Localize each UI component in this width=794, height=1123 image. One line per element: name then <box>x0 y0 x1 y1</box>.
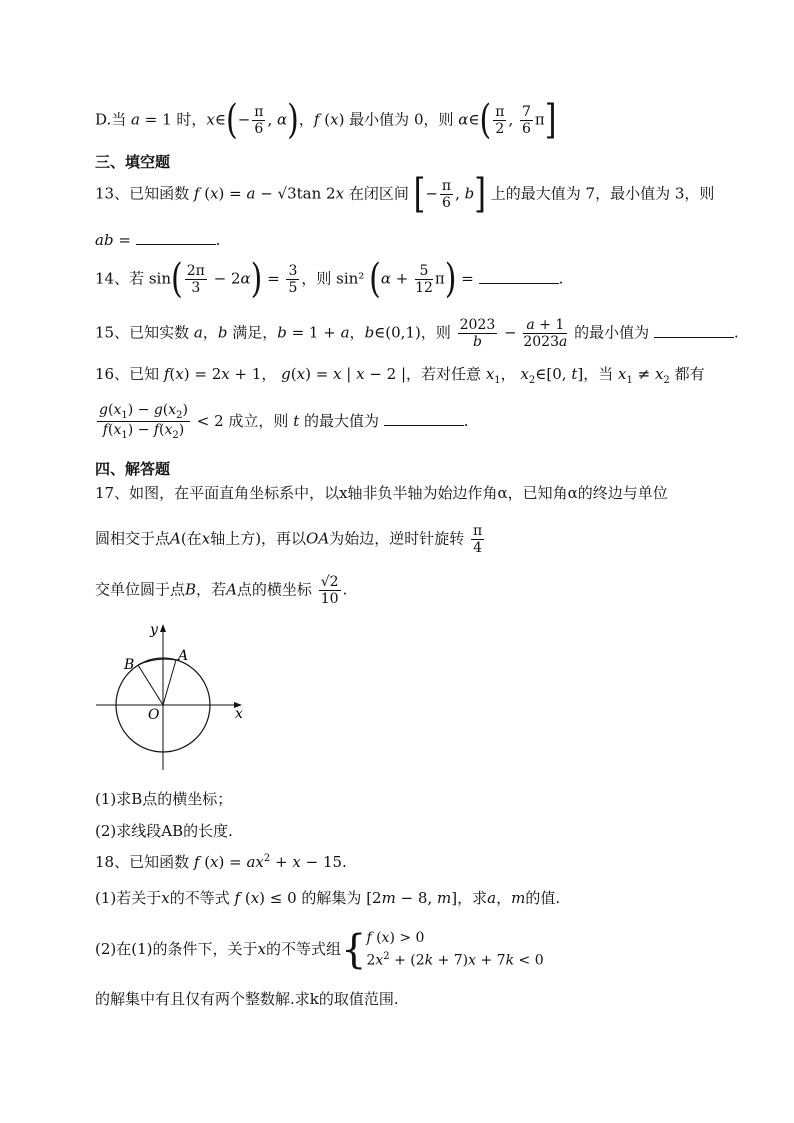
segment-oa <box>163 660 176 705</box>
label-origin: O <box>148 707 160 723</box>
question-17-sub2: (2)求线段AB的长度. <box>95 822 233 840</box>
label-a: A <box>178 648 189 664</box>
question-15: 15、已知实数 a，b 满足，b = 1 + a，b∈(0,1)，则 $\frac{2023}{b}$ − $\frac{a + 1}{2023a}$ 的最小值为 . <box>95 317 739 351</box>
answer-blank-15[interactable] <box>654 323 734 338</box>
unit-circle-figure <box>90 618 260 778</box>
label-y: y <box>150 622 158 638</box>
question-17-sub1: (1)求B点的横坐标； <box>95 790 233 808</box>
answer-blank-16[interactable] <box>384 411 464 426</box>
segment-ob <box>138 665 163 705</box>
option-d: D.当 a = 1 时，x∈(− $\frac{\pi}{6}$ , α)，f (x) 最小值为 0，则 α∈( $\frac{\pi}{2}$ , $\frac{7}{6}$ π] <box>95 96 557 144</box>
question-13: 13、已知函数 f (x) = a − √3tan 2x 在闭区间 [− $\frac{\pi}{6}$ , b] 上的最大值为 7，最小值为 3，则 <box>95 170 715 218</box>
question-14: 14、若 sin( $\frac{2\pi}{3}$ − 2α) = $\frac{3}{5}$ ，则 sin² (α + $\frac{5}{12}$ π) = . <box>95 255 564 303</box>
answer-blank-14[interactable] <box>479 269 559 284</box>
question-18-tail: 的解集中有且仅有两个整数解.求k的取值范围. <box>95 990 399 1008</box>
label-b: B <box>124 657 135 673</box>
question-16-line1: 16、已知 f(x) = 2x + 1， g(x) = x | x − 2 |，若对任意 $x_1$， $x_2\in[0$, t]，当 $x_1 \ne x_2$ 都有 <box>95 365 705 386</box>
y-axis-arrow <box>160 624 166 632</box>
answer-blank-13[interactable] <box>136 230 216 245</box>
section-fill-in-heading: 三、填空题 <box>95 153 171 171</box>
question-18-line1: 18、已知函数 f $(x) = ax^2 + x - 15$. <box>95 853 347 871</box>
label-x: x <box>235 706 243 722</box>
question-17-line1: 17、如图，在平面直角坐标系中，以x轴非负半轴为始边作角α，已知角α的终边与单位 <box>95 484 668 502</box>
question-17-line3: 交单位圆于点B，若A点的横坐标 $\frac{√2}{10}$ . <box>95 574 348 608</box>
question-18-sub2: (2)在(1)的条件下，关于x的不等式组{ f (x) > 0 $2x^2 + (2k + 7)x + 7k < 0$ <box>95 926 544 973</box>
question-13-tail: ab = . <box>95 231 221 249</box>
question-18-sub1: (1)若关于x的不等式 f (x) ≤ 0 的解集为 [2m − 8, m]，求a，m的值. <box>95 889 561 907</box>
question-17-line2: 圆相交于点A(在x轴上方)，再以OA为始边，逆时针旋转 $\frac{\pi}{4}$ <box>95 523 483 557</box>
section-answer-heading: 四、解答题 <box>95 460 171 478</box>
question-16-line2: $\frac{g(x_1) - g(x_2)}{f(x_1) - f(x_2)}$ < 2 成立，则 t 的最大值为 . <box>99 402 469 442</box>
